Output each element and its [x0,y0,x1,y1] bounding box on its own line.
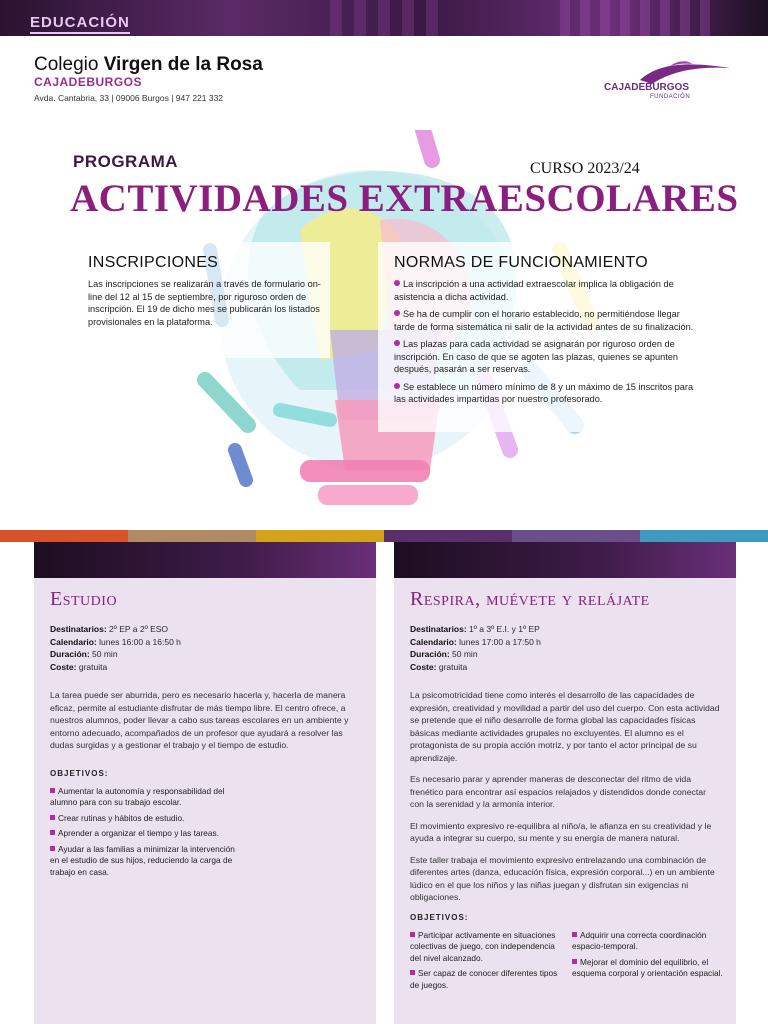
respira-paragraph: Es necesario parar y aprender maneras de desconectar del ritmo de vida frenético para encontrar así espacios relajados y distendidos donde conectar con la serenidad y la armonía interior. [410,774,707,809]
estudio-body [34,673,376,752]
normas-rule-text: La inscripción a una actividad extraescolar implica la obligación de asistencia a dicha actividad. [394,279,674,302]
bullet-square-icon [50,830,55,835]
objetivos-heading: OBJETIVOS: [410,912,469,922]
stripe-segment [384,530,512,542]
normas-rule-text: Se establece un número mínimo de 8 y un máximo de 15 inscritos para las actividades impartidas por nuestro profesorado. [394,381,694,404]
objetivo-item [572,930,724,953]
info-value: 1º a 3º E.I. y 1º EP [466,624,540,634]
objetivo-text: Adquirir una correcta coordinación espacio-temporal. [572,929,707,951]
bullet-square-icon [50,846,55,851]
stripe-segment [128,530,256,542]
respira-body [394,673,736,904]
info-label: Destinatarios: [50,624,107,634]
bullet-square-icon [572,932,577,937]
objetivo-text: Participar activamente en situaciones colectivas de juego, con independencia del nivel alcanzado. [410,929,556,963]
objetivos-heading: OBJETIVOS: [50,768,109,778]
info-label: Duración: [50,649,90,659]
foundation-logo-sub: FUNDACIÓN [650,94,691,100]
bullet-square-icon [410,932,415,937]
inscripciones-box [82,242,330,358]
normas-rule [394,381,700,406]
bullet-square-icon [572,959,577,964]
objetivo-item [50,828,244,840]
objetivo-item [50,813,244,825]
estudio-title: Estudio [50,588,118,610]
objetivo-text: Ayudar a las familias a minimizar la intervención en el estudio de sus hijos, reduciendo la carga de trabajo en casa. [50,843,235,877]
info-label: Destinatarios: [410,624,467,634]
stripe-segment [512,530,640,542]
objetivos-column [410,930,562,996]
estudio-info [34,611,376,673]
normas-rule [394,278,700,303]
normas-box [378,242,708,432]
stripe-segment [256,530,384,542]
school-name [34,54,263,76]
normas-rule-text: Se ha de cumplir con el horario establecido, no permitiéndose llegar tarde de forma sistemática ni salir de la actividad antes de su finalización. [394,309,694,332]
objetivo-item [410,930,562,965]
respira-paragraph: Este taller trabaja el movimiento expresivo entrelazando una combinación de diferentes artes (danza, educación física, expresión corporal...) en un ambiente lúdico en el que los niños y las niñas juegan y disfrutan sin exigencias ni obligaciones. [410,854,715,902]
section-label: EDUCACIÓN [30,14,130,34]
bullet-dot-icon [394,280,400,286]
info-label: Coste: [50,661,77,672]
objetivo-text: Mejorar el dominio del equilibrio, el esquema corporal y orientación espacial. [572,956,723,978]
info-label: Coste: [410,661,437,672]
respira-objetivos [394,930,736,996]
normas-rule [394,308,700,333]
objetivo-item [50,844,244,879]
objetivo-item [50,786,244,809]
info-label: Calendario: [410,636,457,647]
inscripciones-text: Las inscripciones se realizarán a través de formulario on-line del 12 al 15 de septiembre, por riguroso orden de inscripción. El 19 de dicho mes se publicarán los listados provisionales en la plataforma. [88,279,321,327]
stripe-segment [0,530,128,542]
estudio-objetivos [34,786,244,879]
panel-cap [34,542,376,578]
info-value: 50 min [449,649,478,659]
program-kicker: PROGRAMA [73,152,179,171]
info-value: 2º EP a 2º ESO [106,624,169,634]
inscripciones-heading: INSCRIPCIONES [88,254,219,271]
normas-heading: NORMAS DE FUNCIONAMIENTO [394,254,649,271]
info-value: lunes 16:00 a 16:50 h [96,636,181,647]
info-label: Calendario: [50,636,97,647]
foundation-logo [600,60,740,110]
pixel-pattern [560,0,720,36]
objetivo-text: Aprender a organizar el tiempo y las tareas. [58,828,219,838]
school-brand: CAJADEBURGOS [34,75,143,89]
respira-info [394,611,736,673]
pixel-pattern [330,0,450,36]
objetivo-item [410,968,562,991]
respira-paragraph: El movimiento expresivo re-equilibra al niño/a, le afianza en su creatividad y le ayuda a integrar su cuerpo, su mente y su energía de manera natural. [410,820,712,843]
panel-cap [394,542,736,578]
info-value: gratuita [76,661,108,672]
foundation-logo-brand: CAJADEBURGOS [604,82,690,93]
objetivo-text: Ser capaz de conocer diferentes tipos de juegos. [410,968,558,990]
objetivo-text: Crear rutinas y hábitos de estudio. [58,812,185,823]
respira-paragraph: La psicomotricidad tiene como interés el desarrollo de las capacidades de expresión, creatividad y movilidad a partir del uso del cuerpo. Con esta actividad se pretende que el niño desarrolle de forma global las capacidades físicas básicas mediante actividades grupales no excluyentes. El alumno es el protagonista de su propia acción motriz, y por tanto el actor principal de su aprendizaje. [410,690,720,763]
respira-title: Respira, muévete y relájate [410,588,650,610]
objetivo-text: Aumentar la autonomía y responsabilidad del alumno para con su trabajo escolar. [50,785,225,807]
info-value: gratuita [436,661,468,672]
bullet-square-icon [50,788,55,793]
page-title: ACTIVIDADES EXTRAESCOLARES [70,177,739,220]
bullet-dot-icon [394,340,400,346]
bullet-dot-icon [394,310,400,316]
normas-rule [394,338,700,376]
course-label: CURSO 2023/24 [530,160,640,177]
school-header [34,54,263,103]
objetivo-item [572,957,724,980]
respira-panel [394,542,736,1024]
stripe-segment [640,530,768,542]
school-name-light: Colegio [34,54,104,75]
info-label: Duración: [410,649,450,659]
bullet-square-icon [410,970,415,975]
estudio-description: La tarea puede ser aburrida, pero es necesario hacerla y, hacerla de manera eficaz, permite al estudiante disfrutar de más tiempo libre. El centro ofrece, a nuestros alumnos, poder llevar a cabo sus tareas escolares en un ambiente y entorno adecuado, acompañados de un profesor que ayudará a resolver las dudas surgidas y a gestionar el trabajo y el tiempo de estudio. [50,690,349,750]
info-value: 50 min [89,649,118,659]
color-stripe [0,530,768,542]
bullet-square-icon [50,815,55,820]
bullet-dot-icon [394,383,400,389]
info-value: lunes 17:00 a 17:50 h [456,636,541,647]
school-address: Avda. Cantabria, 33 | 09006 Burgos | 947 221 332 [34,93,224,103]
normas-rule-text: Las plazas para cada actividad se asignarán por riguroso orden de inscripción. En caso de que se agoten las plazas, quienes se apunten después, pasarán a ser reservas. [394,339,678,374]
estudio-panel [34,542,376,1024]
school-name-bold: Virgen de la Rosa [103,54,263,75]
objetivos-column [572,930,724,996]
